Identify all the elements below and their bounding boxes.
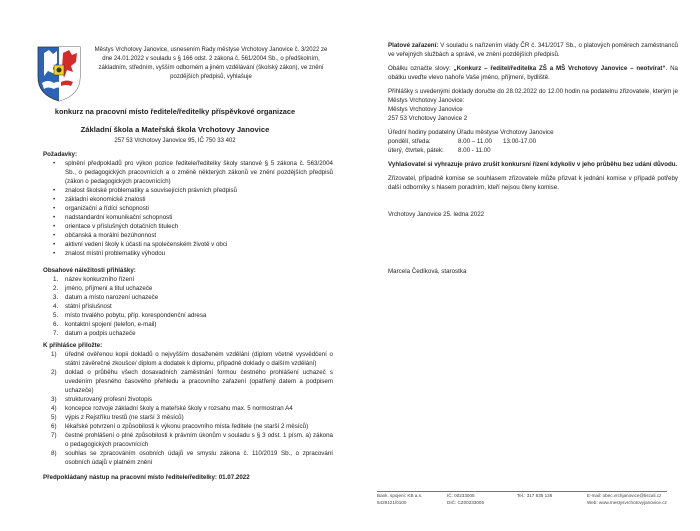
application-content-item bbox=[53, 311, 333, 321]
footer-tel: Tel.: 317 835 136 bbox=[517, 493, 553, 498]
hours-pm bbox=[503, 147, 553, 156]
item-number: 7) bbox=[51, 431, 57, 439]
item-text: název konkurzního řízení bbox=[65, 275, 135, 283]
item-text: koncepce rozvoje základní školy a mateřské školy v rozsahu max. 5 normostran A4 bbox=[65, 404, 293, 412]
office-hours-heading: Úřední hodiny podatelny Úřadu městyse Vrchotovy Janovice bbox=[388, 128, 554, 136]
item-number: 6) bbox=[51, 422, 57, 430]
application-content-item bbox=[53, 320, 333, 330]
envelope-paragraph bbox=[388, 65, 678, 83]
attachment-item bbox=[51, 422, 333, 432]
envelope-label: „Konkurz – ředitel/ředitelka ZŠ a MŠ Vrchotovy Janovice – neotvírat“ bbox=[453, 64, 666, 72]
item-number: 4) bbox=[51, 404, 57, 412]
attachments-section bbox=[43, 342, 333, 468]
signature: Marcela Čedíková, starostka bbox=[388, 268, 467, 275]
item-number: 1. bbox=[53, 275, 59, 283]
competition-title: konkurz na pracovní místo ředitele/ředitelky příspěvkové organizace bbox=[54, 107, 296, 116]
item-number: 5. bbox=[53, 311, 59, 319]
item-text: datum a podpis uchazeče bbox=[65, 329, 136, 337]
item-text: jméno, příjmení a titul uchazeče bbox=[65, 284, 153, 292]
announcement-header: Městys Vrchotovy Janovice, usnesením Rady městyse Vrchotovy Janovice č. 3/2022 ze dne 24.01.2022 v souladu s § 166 odst. 2 zákona č. 561/2004 Sb., o předškolním, základním, středním, vyšším odborném a jiném vzdělávání (školský zákon), ve znění pozdějších předpisů, vyhlašuje bbox=[94, 47, 328, 80]
attachment-item bbox=[51, 350, 333, 369]
attachment-item bbox=[51, 368, 333, 396]
envelope-suffix: . Na obálku uveďte vlevo nahoře Vaše jméno, příjmení, bydliště. bbox=[388, 64, 678, 81]
footer-account: 5429121/0100 bbox=[377, 499, 407, 505]
item-number: 6. bbox=[53, 320, 59, 328]
item-number: 4. bbox=[53, 302, 59, 310]
item-number: 2. bbox=[53, 284, 59, 292]
requirement-item: • organizační a řídící schopnosti bbox=[65, 205, 333, 214]
requirement-item: • znalost místní problematiky výhodou bbox=[65, 250, 333, 259]
application-content-item bbox=[53, 329, 333, 339]
start-date: Předpokládaný nástup na pracovní místo ředitele/ředitelky: 01.07.2022 bbox=[43, 474, 250, 481]
requirement-item: • občanská a morální bezúhonnost bbox=[65, 232, 333, 241]
coat-of-arms-icon bbox=[36, 45, 82, 103]
requirements-list bbox=[43, 160, 333, 259]
attachment-item bbox=[51, 431, 333, 450]
footer-dic: DIČ: CZ00233005 bbox=[447, 499, 485, 505]
item-text: strukturovaný profesní životopis bbox=[65, 395, 153, 403]
requirement-item: • orientace v příslušných dotačních titulech bbox=[65, 223, 333, 232]
hours-pm: 13.00-17.00 bbox=[503, 137, 537, 145]
item-text: lékařské potvrzení o způsobilosti k výkonu pracovního místa ředitele (ne starší 2 měsíců) bbox=[65, 422, 309, 430]
right-page bbox=[350, 0, 700, 531]
salary-label: Platové zařazení: bbox=[388, 42, 439, 49]
salary-paragraph bbox=[388, 42, 678, 60]
attachment-item bbox=[51, 413, 333, 423]
hours-am: 8.00 - 11.00 bbox=[458, 146, 491, 154]
requirement-item: • základní ekonomické znalosti bbox=[65, 196, 333, 205]
attachment-item bbox=[51, 404, 333, 414]
item-text: místo trvalého pobytu, příp. korespondenční adresa bbox=[65, 311, 207, 319]
delivery-address-2: 257 53 Vrchotovy Janovice 2 bbox=[388, 114, 468, 122]
item-text: státní příslušnost bbox=[65, 302, 112, 310]
footer-web[interactable]: Web: www.mestysvrchotovyjanovice.cz bbox=[587, 499, 667, 505]
salary-text: V souladu s nařízením vlády ČR č. 341/2017 Sb., o platových poměrech zaměstnanců ve veřejných službách a správě, ve znění pozdějších předpisů. bbox=[388, 42, 678, 58]
attachment-item bbox=[51, 449, 333, 468]
hours-days: pondělí, středa: bbox=[388, 137, 431, 145]
footer-ico: IČ: 00233005 bbox=[447, 493, 475, 498]
item-text: čestné prohlášení o plné způsobilosti k právním úkonům v souladu s § 3 odst. 1 písm. a) zákona o pedagogických pracovnících bbox=[65, 431, 333, 448]
footer bbox=[377, 491, 667, 507]
item-number: 1) bbox=[51, 350, 57, 358]
delivery-text: Přihlášky s uvedenými doklady doručte do 28.02.2022 do 12.00 hodin na podatelnu zřizovatele, kterým je Městys Vrchotovy Janovice: bbox=[388, 87, 678, 104]
place-date: Vrchotovy Janovice 25. ledna 2022 bbox=[388, 211, 485, 218]
envelope-prefix: Obálku označte slovy: bbox=[388, 64, 454, 72]
application-contents-list bbox=[43, 276, 333, 339]
requirement-item: • aktivní vedení školy k účasti na společenském životě v obci bbox=[65, 241, 333, 250]
application-content-item bbox=[53, 275, 333, 285]
attachments-heading: K přihlášce přiložte: bbox=[43, 342, 103, 349]
item-number: 2) bbox=[51, 368, 57, 376]
attachment-item bbox=[51, 395, 333, 405]
item-number: 5) bbox=[51, 413, 57, 421]
requirement-item: • nadstandardní komunikační schopnosti bbox=[65, 214, 333, 223]
item-number: 3. bbox=[53, 293, 59, 301]
office-hours bbox=[388, 129, 678, 156]
item-number: 7. bbox=[53, 329, 59, 337]
application-content-item bbox=[53, 284, 333, 294]
item-number: 8) bbox=[51, 449, 57, 457]
requirement-item: • znalost školské problematiky a souvisejících právních předpisů bbox=[65, 187, 333, 196]
right-content bbox=[388, 42, 678, 198]
item-text: úředně ověřenou kopii dokladů o nejvyšším dosaženém vzdělání (diplom včetně vysvědčení o státní závěrečné zkoušce/ diplom a dodatek k diplomu, případně doklady o dalším vzdělání) bbox=[65, 350, 333, 367]
application-contents-section bbox=[43, 267, 333, 339]
requirements-heading: Požadavky: bbox=[43, 151, 78, 158]
application-content-item bbox=[53, 302, 333, 312]
footer-bank: Bank. spojení: KB a.s. bbox=[377, 493, 423, 498]
application-content-item bbox=[53, 293, 333, 303]
attachments-list bbox=[43, 351, 333, 468]
hours-am: 8.00 – 11.00 bbox=[458, 137, 492, 145]
item-text: doklad o průběhu všech dosavadních zaměstnání formou čestného prohlášení uchazeč s uvedením přesného časového přehledu a pracovního zařazení (opatřený datem a podpisem uchazeče) bbox=[65, 368, 333, 394]
item-text: výpis z Rejstříku trestů (ne starší 3 měsíců) bbox=[65, 413, 184, 421]
item-text: souhlas se zpracováním osobních údajů ve smyslu zákona č. 110/2019 Sb., o zpracování osobních údajů v platném znění bbox=[65, 449, 333, 466]
school-address: 257 53 Vrchotovy Janovice 95, IČ 750 33 402 bbox=[114, 138, 236, 144]
application-contents-heading: Obsahové náležitosti přihlášky: bbox=[43, 267, 136, 274]
footer-email[interactable]: E-mail: obec.vrchjanovice@tiscali.cz bbox=[587, 493, 662, 498]
requirement-item: • splnění předpokladů pro výkon pozice ředitele/ředitelky školy stanové § 5 zákona č. 563/2004 Sb., o pedagogických pracovnících a o změně některých zákonů ve znění pozdějších předpisů (zákon o pedagogických pracovnících) bbox=[65, 160, 333, 187]
reservation-note: Vyhlašovatel si vyhrazuje právo zrušit konkursní řízení kdykoliv v jeho průběhu bez udání důvodu. bbox=[388, 160, 678, 168]
requirements-section bbox=[43, 151, 333, 259]
item-text: datum a místo narození uchazeče bbox=[65, 293, 159, 301]
delivery-paragraph bbox=[388, 88, 678, 124]
hours-days: úterý, čtvrtek, pátek: bbox=[388, 146, 444, 154]
item-number: 3) bbox=[51, 395, 57, 403]
item-text: kontaktní spojení (telefon, e-mail) bbox=[65, 320, 157, 328]
delivery-address-1: Městys Vrchotovy Janovice bbox=[388, 105, 463, 113]
committee-note: Zřizovatel, případně komise se souhlasem zřizovatele může přizvat k jednání komise v případě potřeby další odborníky s hlasem poradním, kteří nejsou členy komise. bbox=[388, 174, 678, 191]
school-name: Základní škola a Mateřská škola Vrchotovy Janovice bbox=[80, 125, 270, 134]
